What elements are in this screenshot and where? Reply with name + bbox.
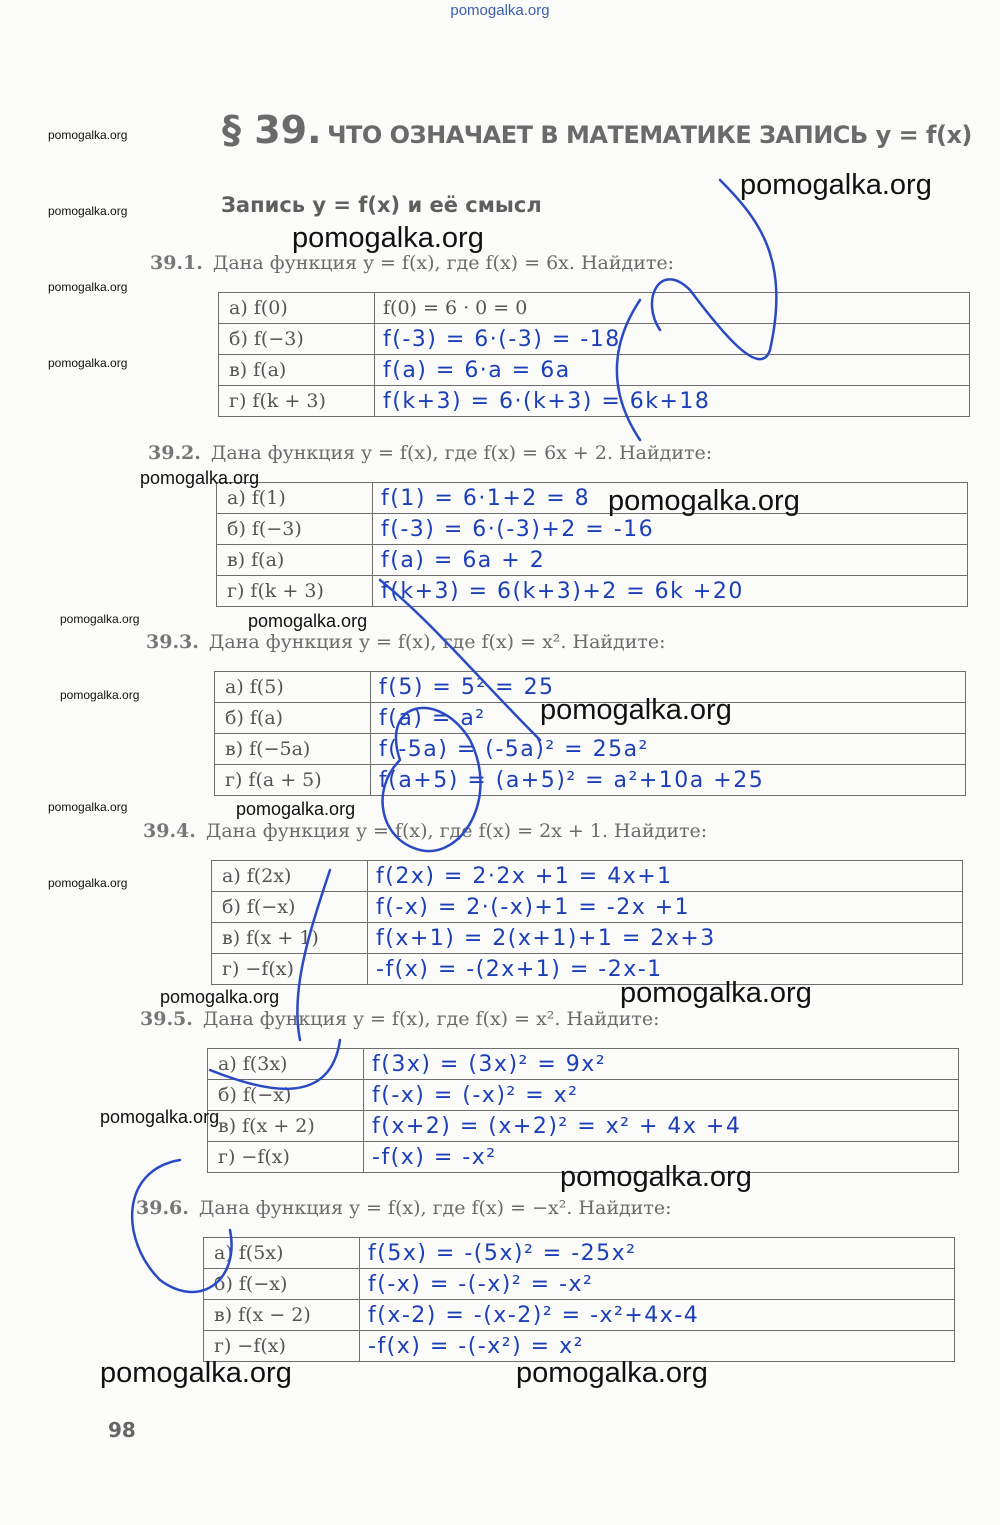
row-answer: f(-5a) = (-5a)² = 25a²: [371, 734, 966, 765]
watermark-text[interactable]: pomogalka.org: [608, 485, 800, 517]
row-label: г) f(k + 3): [217, 576, 373, 607]
problem-text: Дана функция y = f(x), где f(x) = x². Найдите:: [202, 1008, 660, 1030]
watermark-text[interactable]: pomogalka.org: [560, 1161, 752, 1193]
problem-number: 39.1.: [150, 252, 203, 274]
row-label: а) f(5): [215, 672, 371, 703]
row-answer: f(-x) = -(-x)² = -x²: [360, 1269, 955, 1300]
watermark-text[interactable]: pomogalka.org: [48, 356, 128, 370]
section-number: § 39.: [222, 108, 322, 152]
row-answer: f(k+3) = 6·(k+3) = 6k+18: [375, 386, 970, 417]
problem-text: Дана функция y = f(x), где f(x) = −x². Найдите:: [198, 1197, 672, 1219]
row-label: в) f(x − 2): [204, 1300, 360, 1331]
row-answer: f(0) = 6 · 0 = 0: [375, 293, 970, 324]
watermark-text[interactable]: pomogalka.org: [100, 1357, 292, 1389]
row-label: б) f(−x): [208, 1080, 364, 1111]
problem-number: 39.6.: [136, 1197, 189, 1219]
row-label: б) f(−x): [204, 1269, 360, 1300]
row-answer: f(-3) = 6·(-3)+2 = -16: [373, 514, 968, 545]
row-answer: f(x+1) = 2(x+1)+1 = 2x+3: [368, 923, 963, 954]
problem-number: 39.2.: [148, 442, 201, 464]
row-label: в) f(a): [219, 355, 375, 386]
row-label: в) f(−5a): [215, 734, 371, 765]
row-answer: -f(x) = -x²: [364, 1142, 959, 1173]
watermark-text[interactable]: pomogalka.org: [620, 977, 812, 1009]
row-answer: f(k+3) = 6(k+3)+2 = 6k +20: [373, 576, 968, 607]
row-answer: f(3x) = (3x)² = 9x²: [364, 1049, 959, 1080]
watermark-text[interactable]: pomogalka.org: [48, 280, 128, 294]
watermark-text[interactable]: pomogalka.org: [60, 688, 140, 702]
row-answer: f(5) = 5² = 25: [371, 672, 966, 703]
watermark-text[interactable]: pomogalka.org: [48, 800, 128, 814]
watermark-text[interactable]: pomogalka.org: [140, 468, 260, 488]
row-answer: f(a+5) = (a+5)² = a²+10a +25: [371, 765, 966, 796]
row-label: г) −f(x): [212, 954, 368, 985]
watermark-text[interactable]: pomogalka.org: [540, 694, 732, 726]
row-label: а) f(0): [219, 293, 375, 324]
section-heading: ЧТО ОЗНАЧАЕТ В МАТЕМАТИКЕ ЗАПИСЬ y = f(x): [327, 121, 972, 149]
watermark-text[interactable]: pomogalka.org: [740, 169, 932, 201]
problem-number: 39.4.: [143, 820, 196, 842]
watermark-text[interactable]: pomogalka.org: [248, 611, 368, 631]
row-answer: f(a) = 6a + 2: [373, 545, 968, 576]
row-label: а) f(1): [217, 483, 373, 514]
watermark-text[interactable]: pomogalka.org: [292, 222, 484, 254]
page-number: 98: [108, 1418, 136, 1442]
row-answer: -f(x) = -(2x+1) = -2x-1: [368, 954, 963, 985]
watermark-text[interactable]: pomogalka.org: [160, 987, 280, 1007]
row-answer: f(-x) = 2·(-x)+1 = -2x +1: [368, 892, 963, 923]
row-answer: -f(x) = -(-x²) = x²: [360, 1331, 955, 1362]
row-answer: f(a) = a²: [371, 703, 966, 734]
problem-text: Дана функция y = f(x), где f(x) = 6x. Найдите:: [212, 252, 675, 274]
row-label: в) f(x + 1): [212, 923, 368, 954]
problem-number: 39.5.: [140, 1008, 193, 1030]
row-label: а) f(2x): [212, 861, 368, 892]
row-label: б) f(−x): [212, 892, 368, 923]
row-answer: f(1) = 6·1+2 = 8: [373, 483, 968, 514]
row-label: а) f(5x): [204, 1238, 360, 1269]
row-label: б) f(−3): [217, 514, 373, 545]
row-label: г) f(a + 5): [215, 765, 371, 796]
watermark-text[interactable]: pomogalka.org: [516, 1357, 708, 1389]
row-label: г) f(k + 3): [219, 386, 375, 417]
pen-strokes: [132, 180, 776, 1292]
row-label: б) f(a): [215, 703, 371, 734]
row-answer: f(-3) = 6·(-3) = -18: [375, 324, 970, 355]
row-answer: f(x+2) = (x+2)² = x² + 4x +4: [364, 1111, 959, 1142]
row-label: в) f(a): [217, 545, 373, 576]
row-label: г) −f(x): [204, 1331, 360, 1362]
watermark-text[interactable]: pomogalka.org: [48, 204, 128, 218]
problem-number: 39.3.: [146, 631, 199, 653]
row-answer: f(5x) = -(5x)² = -25x²: [360, 1238, 955, 1269]
watermark-text[interactable]: pomogalka.org: [48, 128, 128, 142]
row-label: г) −f(x): [208, 1142, 364, 1173]
row-answer: f(a) = 6·a = 6a: [375, 355, 970, 386]
watermark-text[interactable]: pomogalka.org: [48, 876, 128, 890]
header-watermark[interactable]: pomogalka.org: [450, 2, 550, 19]
watermark-text[interactable]: pomogalka.org: [100, 1107, 220, 1127]
row-answer: f(-x) = (-x)² = x²: [364, 1080, 959, 1111]
watermark-text[interactable]: pomogalka.org: [60, 612, 140, 626]
problem-text: Дана функция y = f(x), где f(x) = 2x + 1. Найдите:: [205, 820, 708, 842]
watermark-text[interactable]: pomogalka.org: [236, 799, 356, 819]
row-label: б) f(−3): [219, 324, 375, 355]
section-subtitle: Запись y = f(x) и её смысл: [221, 193, 542, 217]
row-answer: f(2x) = 2·2x +1 = 4x+1: [368, 861, 963, 892]
problem-text: Дана функция y = f(x), где f(x) = x². Найдите:: [208, 631, 666, 653]
row-label: а) f(3x): [208, 1049, 364, 1080]
problem-text: Дана функция y = f(x), где f(x) = 6x + 2. Найдите:: [210, 442, 713, 464]
row-answer: f(x-2) = -(x-2)² = -x²+4x-4: [360, 1300, 955, 1331]
row-label: в) f(x + 2): [208, 1111, 364, 1142]
